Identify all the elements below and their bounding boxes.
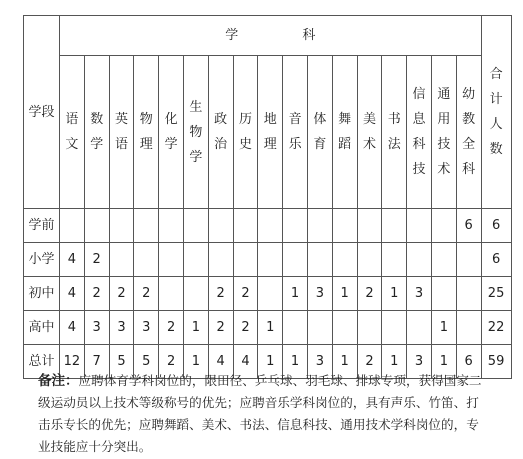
table-cell: 6 [456, 345, 481, 379]
subject-header-4: 物 理 [134, 56, 159, 209]
table-cell: 1 [283, 277, 308, 311]
table-cell [233, 243, 258, 277]
table-cell [407, 209, 432, 243]
table-cell: 1 [183, 345, 208, 379]
table-cell: 4 [60, 311, 85, 345]
table-cell: 3 [307, 345, 332, 379]
table-cell: 4 [233, 345, 258, 379]
table-cell [134, 243, 159, 277]
subject-header-7: 政 治 [208, 56, 233, 209]
table-cell [159, 209, 184, 243]
row-total: 59 [481, 345, 511, 379]
row-label: 学前 [24, 209, 60, 243]
table-cell: 2 [208, 277, 233, 311]
table-cell: 12 [60, 345, 85, 379]
subject-header-11: 体 育 [307, 56, 332, 209]
table-cell: 2 [233, 277, 258, 311]
subject-header-16: 通 用 技 术 [431, 56, 456, 209]
table-cell: 2 [109, 277, 134, 311]
row-label: 高中 [24, 311, 60, 345]
table-cell [431, 277, 456, 311]
table-cell: 1 [431, 345, 456, 379]
table-cell [183, 209, 208, 243]
table-cell [283, 311, 308, 345]
table-cell [84, 209, 109, 243]
table-cell [456, 243, 481, 277]
subject-header-6: 生 物 学 [183, 56, 208, 209]
table-cell [283, 209, 308, 243]
table-cell [407, 243, 432, 277]
table-cell [431, 209, 456, 243]
table-cell [283, 243, 308, 277]
table-cell: 5 [134, 345, 159, 379]
row-total: 6 [481, 243, 511, 277]
table-cell: 2 [134, 277, 159, 311]
remark-separator: ： [65, 373, 79, 389]
table-cell [407, 311, 432, 345]
table-cell: 2 [84, 277, 109, 311]
table-cell: 3 [307, 277, 332, 311]
table-cell: 7 [84, 345, 109, 379]
table-cell: 1 [258, 345, 283, 379]
remark-text: 应聘体育学科岗位的，限田径、乒乓球、羽毛球、排球专项，获得国家二级运动员以上技术等级称号的优先；应聘音乐学科岗位的，具有声乐、竹笛、打击乐专长的优先；应聘舞蹈、美术、书法、信息科技、通用技术学科岗位的，专业技能应十分突出。 [38, 373, 482, 454]
table-cell [109, 243, 134, 277]
table-cell [332, 209, 357, 243]
table-cell [431, 243, 456, 277]
table-cell [258, 209, 283, 243]
row-total: 25 [481, 277, 511, 311]
subject-header-12: 舞 蹈 [332, 56, 357, 209]
table-row [24, 243, 512, 277]
row-label: 小学 [24, 243, 60, 277]
table-cell: 2 [357, 277, 382, 311]
table-cell [183, 277, 208, 311]
table-cell: 2 [159, 311, 184, 345]
table-cell: 2 [159, 345, 184, 379]
subject-header-17: 幼 教 全 科 [456, 56, 481, 209]
table-cell [332, 311, 357, 345]
table-cell: 3 [109, 311, 134, 345]
table-cell [233, 209, 258, 243]
table-cell: 2 [84, 243, 109, 277]
table-cell [159, 243, 184, 277]
subject-header-13: 美 术 [357, 56, 382, 209]
subject-header-9: 地 理 [258, 56, 283, 209]
table-cell [332, 243, 357, 277]
table-cell [357, 243, 382, 277]
table-cell [357, 311, 382, 345]
table-cell: 1 [382, 345, 407, 379]
table-cell [382, 243, 407, 277]
table-cell [60, 209, 85, 243]
table-cell [183, 243, 208, 277]
table-cell: 5 [109, 345, 134, 379]
table-row [24, 277, 512, 311]
remark-label: 备注 [38, 373, 65, 389]
table-cell [456, 277, 481, 311]
staffing-table-container [23, 15, 512, 379]
table-cell: 2 [208, 311, 233, 345]
table-row [24, 209, 512, 243]
table-cell: 6 [456, 209, 481, 243]
table-cell [258, 277, 283, 311]
table-cell [208, 209, 233, 243]
row-label: 初中 [24, 277, 60, 311]
row-total: 22 [481, 311, 511, 345]
table-row [24, 311, 512, 345]
table-cell [109, 209, 134, 243]
table-cell: 3 [407, 345, 432, 379]
table-cell: 3 [407, 277, 432, 311]
table-cell: 1 [258, 311, 283, 345]
remark-note [38, 370, 490, 458]
subject-header-3: 英 语 [109, 56, 134, 209]
table-cell [307, 243, 332, 277]
table-cell [382, 311, 407, 345]
subject-header-8: 历 史 [233, 56, 258, 209]
subject-header-14: 书 法 [382, 56, 407, 209]
table-cell: 1 [283, 345, 308, 379]
table-cell [258, 243, 283, 277]
table-cell [134, 209, 159, 243]
table-cell: 1 [183, 311, 208, 345]
header-subject-group-label: 学 科 [225, 28, 316, 43]
subject-header-15: 信 息 科 技 [407, 56, 432, 209]
table-cell [208, 243, 233, 277]
subject-header-5: 化 学 [159, 56, 184, 209]
header-school-stage: 学段 [24, 16, 60, 209]
table-cell: 1 [332, 345, 357, 379]
header-subject-group [60, 16, 482, 56]
table-cell [307, 209, 332, 243]
table-cell: 2 [357, 345, 382, 379]
subject-header-2: 数 学 [84, 56, 109, 209]
table-cell: 4 [60, 243, 85, 277]
staffing-table [23, 15, 512, 379]
table-cell [382, 209, 407, 243]
table-cell: 1 [332, 277, 357, 311]
subject-header-1: 语 文 [60, 56, 85, 209]
table-cell [357, 209, 382, 243]
table-cell: 3 [134, 311, 159, 345]
table-cell: 4 [208, 345, 233, 379]
table-cell [307, 311, 332, 345]
table-cell [159, 277, 184, 311]
table-cell: 3 [84, 311, 109, 345]
table-cell: 4 [60, 277, 85, 311]
table-cell: 2 [233, 311, 258, 345]
header-total: 合 计 人 数 [481, 16, 511, 209]
table-cell: 1 [382, 277, 407, 311]
table-cell: 1 [431, 311, 456, 345]
row-label: 总计 [24, 345, 60, 379]
table-cell [456, 311, 481, 345]
row-total: 6 [481, 209, 511, 243]
subject-header-10: 音 乐 [283, 56, 308, 209]
